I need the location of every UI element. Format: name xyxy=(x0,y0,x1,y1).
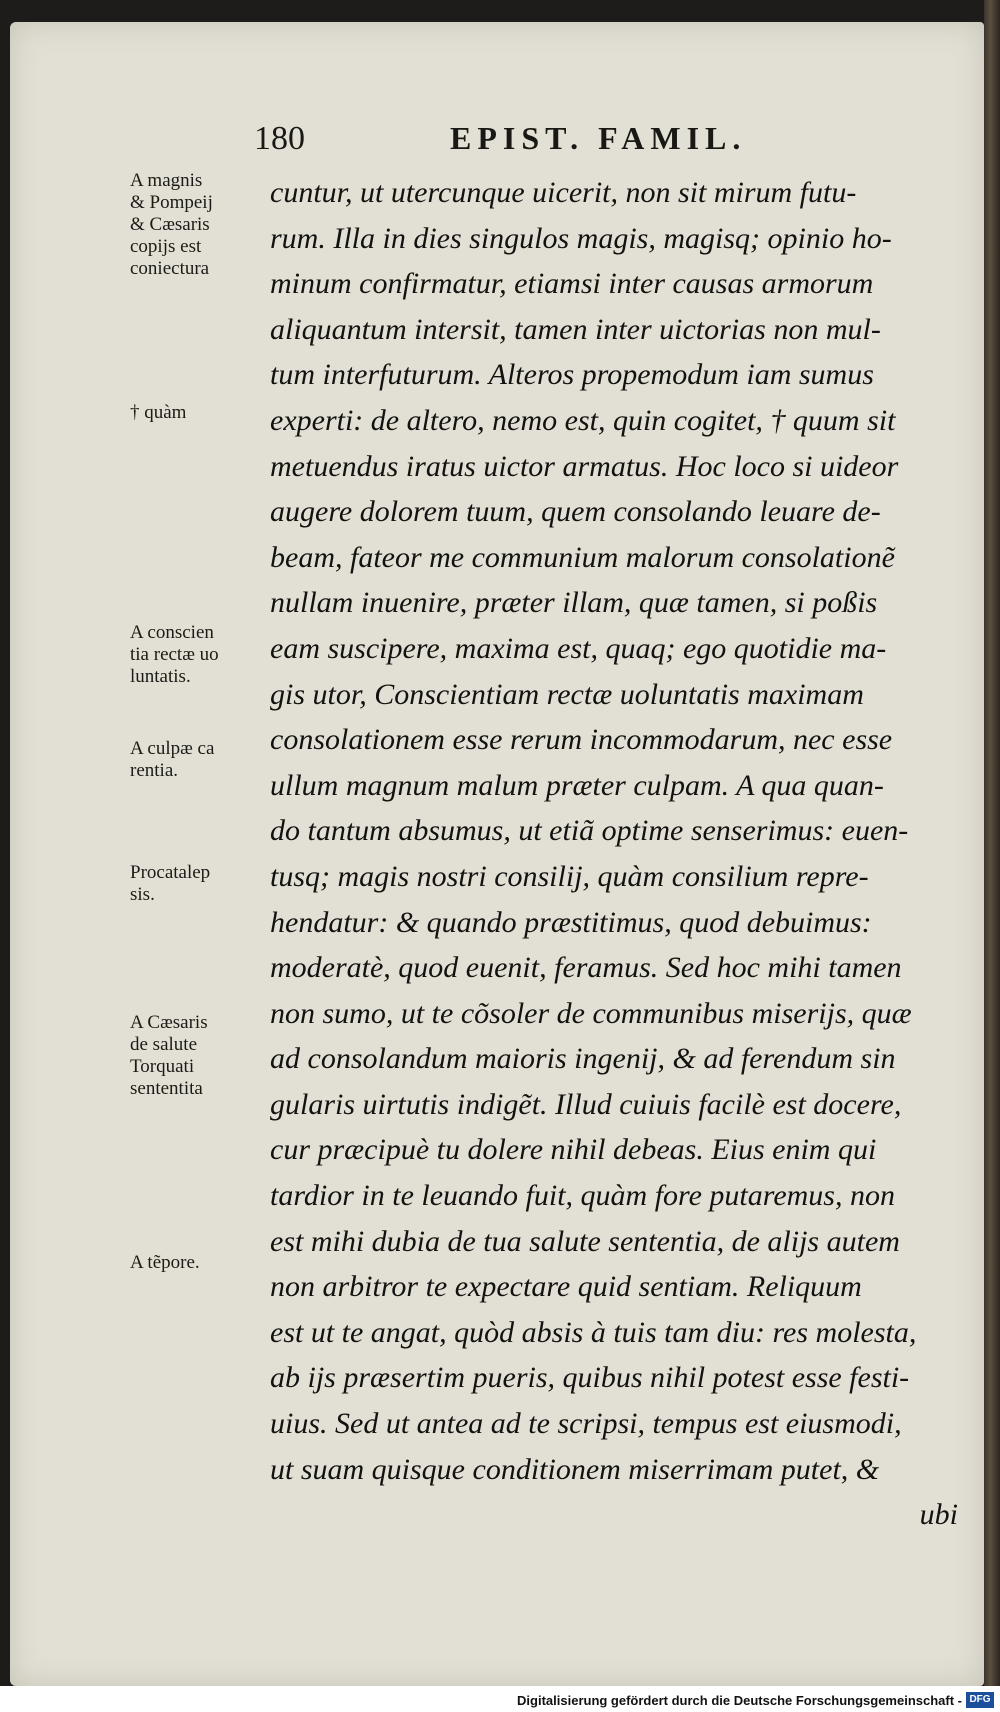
text-line: ut suam quisque conditionem miserrimam putet, & xyxy=(270,1452,880,1486)
text-line: est mihi dubia de tua salute sententia, de alijs autem xyxy=(270,1224,900,1258)
text-line: non arbitror te expectare quid sentiam. Reliquum xyxy=(270,1270,862,1304)
folio-number: 180 xyxy=(254,120,305,157)
text-line: augere dolorem tuum, quem consolando leuare de- xyxy=(270,495,881,529)
margin-note: Procatalep sis. xyxy=(130,862,211,905)
text-line: gis utor, Conscientiam rectæ uoluntatis maximam xyxy=(270,677,864,711)
text-line: gularis uirtutis indigẽt. Illud cuiuis facilè est docere, xyxy=(270,1087,902,1121)
margin-note: A culpæ ca rentia. xyxy=(130,738,215,781)
text-line: ad consolandum maioris ingenij, & ad ferendum sin xyxy=(270,1042,896,1076)
text-line: beam, fateor me communium malorum consolationẽ xyxy=(270,540,895,574)
text-line: minum confirmatur, etiamsi inter causas armorum xyxy=(270,267,874,301)
digitization-footer xyxy=(0,1686,1000,1712)
text-line: est ut te angat, quòd absis à tuis tam diu: res molesta, xyxy=(270,1315,917,1349)
dfg-logo: DFG xyxy=(966,1692,994,1708)
text-line: cuntur, ut utercunque uicerit, non sit mirum futu- xyxy=(270,176,857,209)
text-line: ullum magnum malum præter culpam. A qua quan- xyxy=(270,768,884,802)
catchword: ubi xyxy=(919,1498,958,1532)
margin-note: A tẽpore. xyxy=(130,1252,200,1273)
text-line: ab ijs præsertim pueris, quibus nihil potest esse festi- xyxy=(270,1361,910,1395)
text-line: experti: de altero, nemo est, quin cogitet, † quum sit xyxy=(270,403,896,437)
text-line: hendatur: & quando præstitimus, quod debuimus: xyxy=(270,905,872,939)
margin-note: A conscien tia rectæ uo luntatis. xyxy=(130,622,219,687)
text-line: non sumo, ut te cõsoler de communibus miserijs, quæ xyxy=(270,996,912,1030)
text-line: tardior in te leuando fuit, quàm fore putaremus, non xyxy=(270,1179,895,1213)
text-line: moderatè, quod euenit, feramus. Sed hoc mihi tamen xyxy=(270,951,902,985)
running-title: EPIST. FAMIL. xyxy=(450,120,747,156)
text-line: rum. Illa in dies singulos magis, magisq; opinio ho- xyxy=(270,221,892,255)
margin-note: A magnis & Pompeij & Cæsaris copijs est coniectura xyxy=(130,170,213,279)
margin-note: A Cæsaris de salute Torquati sententita xyxy=(130,1012,208,1099)
book-edge xyxy=(984,0,1000,1712)
text-line: aliquantum intersit, tamen inter uictorias non mul- xyxy=(270,312,881,346)
text-line: do tantum absumus, ut etiã optime senserimus: euen- xyxy=(270,814,909,848)
text-line: uius. Sed ut antea ad te scripsi, tempus est eiusmodi, xyxy=(270,1407,902,1441)
text-line: tum interfuturum. Alteros propemodum iam sumus xyxy=(270,358,874,392)
margin-note: † quàm xyxy=(130,402,187,423)
text-line: metuendus iratus uictor armatus. Hoc loco si uideor xyxy=(270,449,899,483)
text-line: eam suscipere, maxima est, quaq; ego quotidie ma- xyxy=(270,631,887,665)
body-text xyxy=(270,170,960,1538)
text-line: cur præcipuè tu dolere nihil debeas. Eius enim qui xyxy=(270,1133,877,1167)
text-line: nullam inuenire, præter illam, quæ tamen, si poßis xyxy=(270,586,878,620)
page-header xyxy=(254,120,814,160)
text-line: consolationem esse rerum incommodarum, nec esse xyxy=(270,723,893,757)
text-line: tusq; magis nostri consilij, quàm consilium repre- xyxy=(270,859,869,893)
funding-credit: Digitalisierung gefördert durch die Deutsche Forschungsgemeinschaft - xyxy=(517,1693,962,1708)
